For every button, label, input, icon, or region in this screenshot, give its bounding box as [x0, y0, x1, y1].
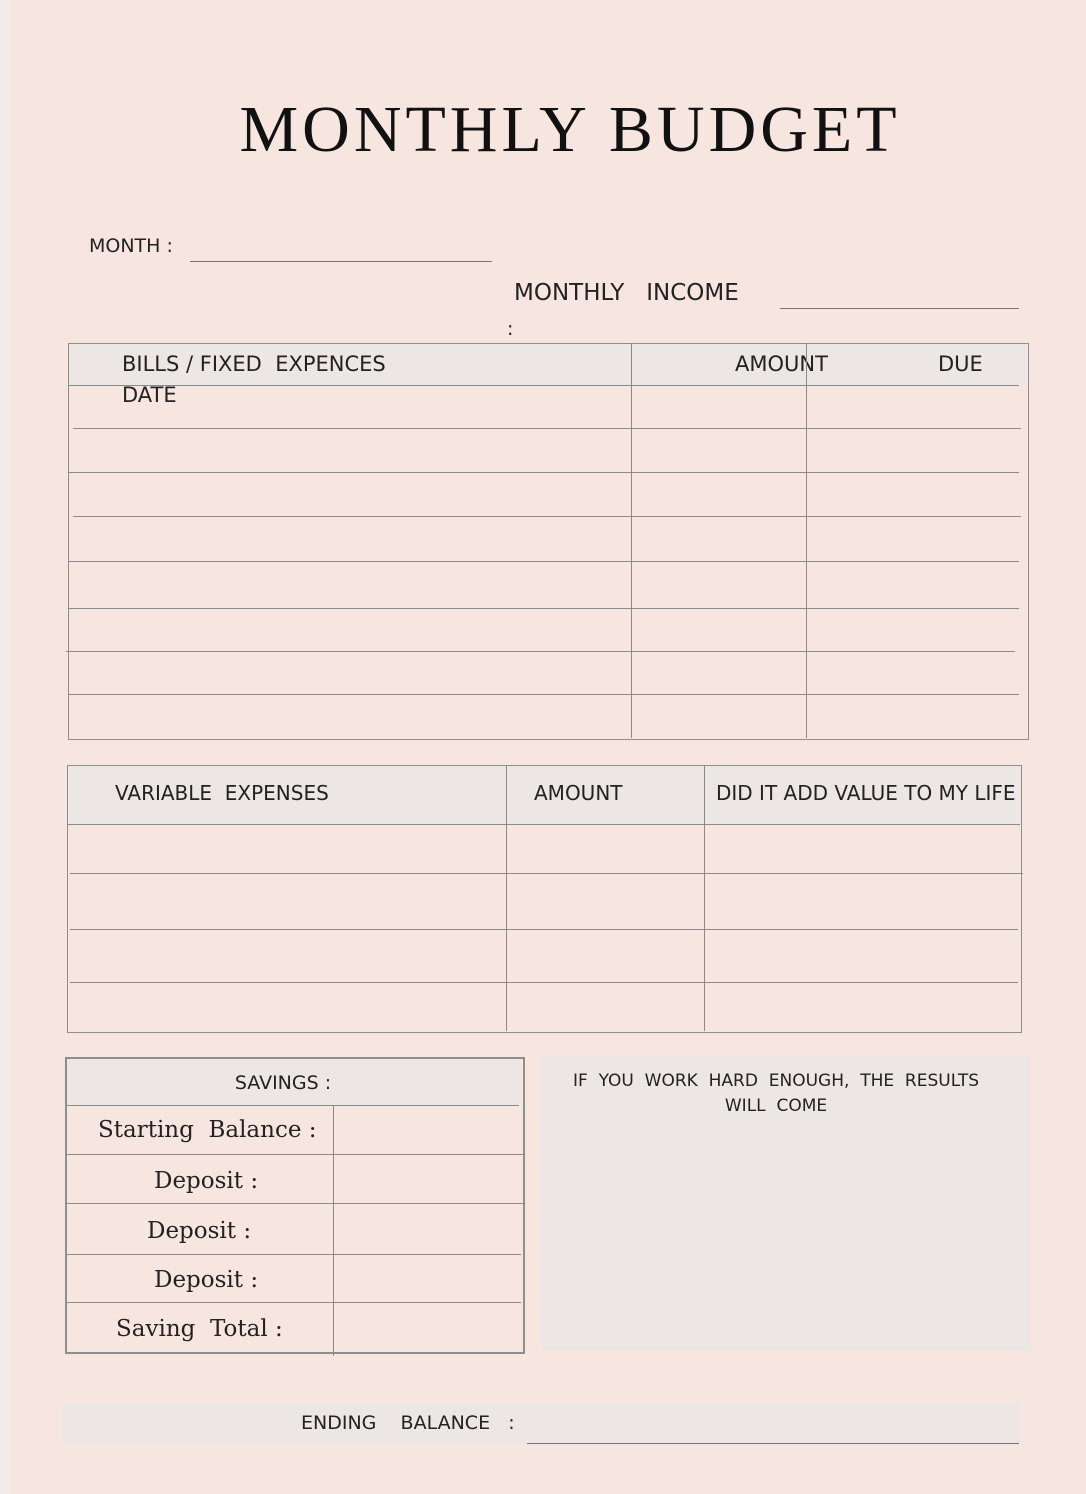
bills-row-line [69, 385, 1019, 386]
quote-line-1: IF YOU WORK HARD ENOUGH, THE RESULTS [572, 1071, 980, 1091]
variable-header-value: DID IT ADD VALUE TO MY LIFE [716, 781, 1016, 805]
monthly-income-colon: : [507, 318, 514, 340]
bills-row-line [69, 608, 1019, 609]
bills-header-date: DATE [122, 383, 177, 407]
bills-divider [806, 343, 807, 738]
ending-balance-label: ENDING BALANCE : [301, 1412, 515, 1434]
savings-row-line [67, 1154, 525, 1155]
savings-row-label: Starting Balance : [98, 1117, 317, 1143]
savings-row-line [67, 1203, 523, 1204]
bills-header-due: DUE [938, 352, 983, 376]
bills-row-line [69, 694, 1019, 695]
variable-row-line [70, 929, 1018, 930]
bills-row-line [73, 428, 1021, 429]
bills-table [68, 343, 1029, 740]
bills-row-line [69, 472, 1019, 473]
savings-row-label: Saving Total : [116, 1316, 283, 1342]
variable-row-line [70, 873, 1023, 874]
page-title: MONTHLY BUDGET [239, 93, 901, 166]
variable-divider [704, 765, 705, 1031]
ending-balance-field[interactable] [527, 1443, 1019, 1444]
savings-row-label: Deposit : [147, 1218, 252, 1244]
variable-divider [506, 765, 507, 1031]
bills-row-line [69, 561, 1019, 562]
bills-header-amount: AMOUNT [735, 352, 828, 376]
savings-divider [333, 1105, 334, 1356]
monthly-income-field[interactable] [780, 308, 1019, 309]
bills-header-label: BILLS / FIXED EXPENCES [122, 352, 386, 376]
savings-row-label: Deposit : [154, 1267, 259, 1293]
variable-header-amount: AMOUNT [534, 781, 623, 805]
variable-row-line [70, 982, 1018, 983]
monthly-income-label: MONTHLY INCOME [514, 280, 739, 306]
bills-row-line [73, 516, 1021, 517]
bills-divider [631, 343, 632, 738]
savings-row-line [67, 1105, 519, 1106]
month-field[interactable] [190, 261, 492, 262]
ending-balance-bar [62, 1403, 1020, 1445]
savings-header: SAVINGS : [234, 1072, 332, 1094]
savings-row-line [67, 1302, 521, 1303]
bills-row-line [66, 651, 1015, 652]
variable-header-label: VARIABLE EXPENSES [115, 781, 329, 805]
quote-line-2: WILL COME [724, 1096, 828, 1116]
variable-row-line [68, 824, 1020, 825]
month-label: MONTH : [89, 235, 173, 257]
savings-row-line [67, 1254, 521, 1255]
savings-row-label: Deposit : [154, 1168, 259, 1194]
